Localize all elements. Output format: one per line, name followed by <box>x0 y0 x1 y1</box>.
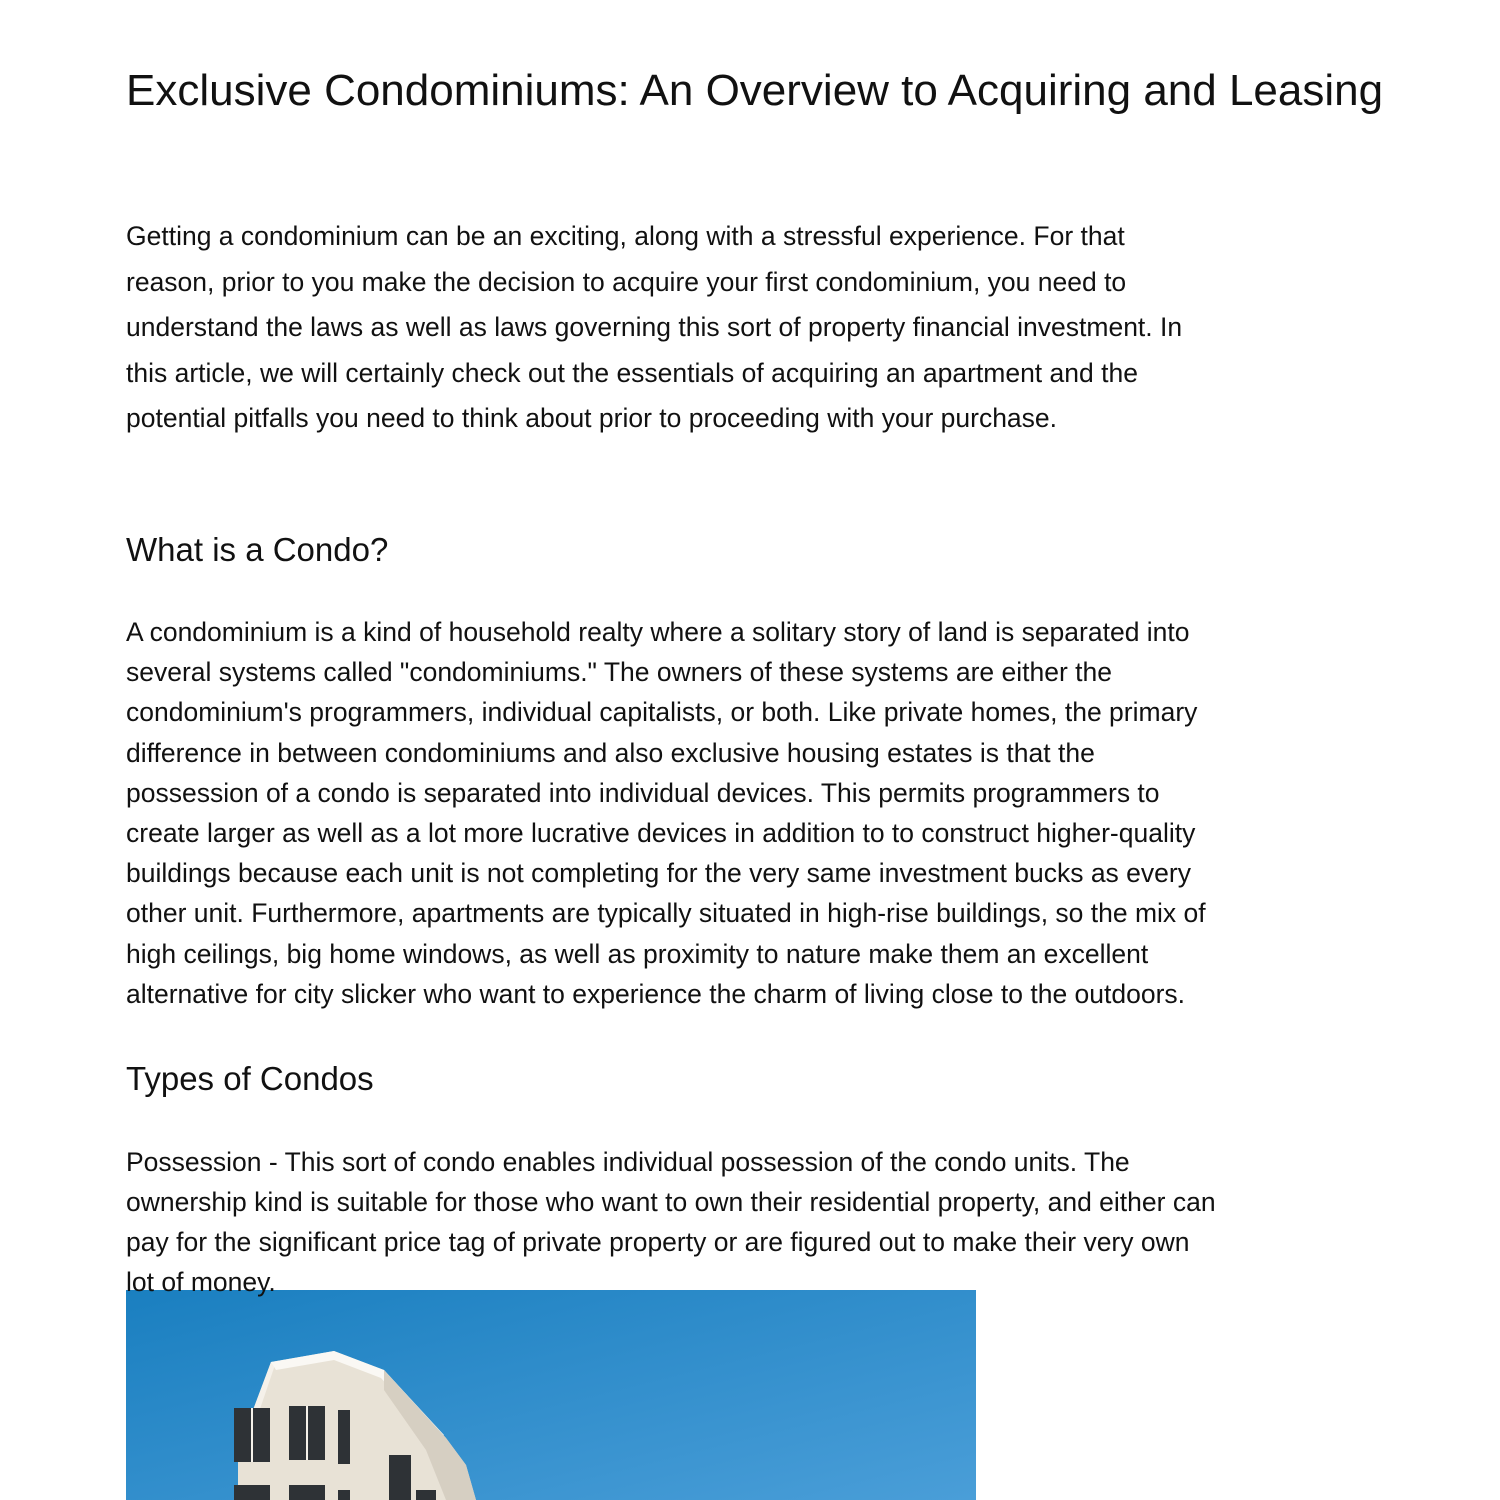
text-line: lot of money. <box>126 1267 276 1297</box>
text-line: Possession - This sort of condo enables individual possession of the condo units. The <box>126 1147 1130 1177</box>
condo-definition-paragraph <box>126 612 1206 1014</box>
text-line: Getting a condominium can be an exciting, along with a stressful experience. For that <box>126 221 1125 251</box>
possession-paragraph <box>126 1142 1216 1302</box>
condo-building-photo <box>126 1290 976 1500</box>
text-line: pay for the significant price tag of private property or are figured out to make their very own <box>126 1227 1190 1257</box>
text-line: several systems called "condominiums." The owners of these systems are either the <box>126 657 1112 688</box>
text-line: understand the laws as well as laws governing this sort of property financial investment. In <box>126 312 1183 342</box>
text-line: reason, prior to you make the decision to acquire your first condominium, you need to <box>126 266 1127 297</box>
text-line: this article, we will certainly check out the essentials of acquiring an apartment and the <box>126 357 1138 388</box>
text-line: potential pitfalls you need to think about prior to proceeding with your purchase. <box>126 403 1058 433</box>
page-title: Exclusive Condominiums: An Overview to Acquiring and Leasing <box>126 66 1384 115</box>
text-line: buildings because each unit is not completing for the very same investment bucks as every <box>126 858 1191 889</box>
section-heading-types-of-condos: Types of Condos <box>126 1060 374 1097</box>
text-line: difference in between condominiums and also exclusive housing estates is that the <box>126 737 1095 768</box>
text-line: alternative for city slicker who want to experience the charm of living close to the outdoors. <box>126 978 1186 1009</box>
text-line: possession of a condo is separated into individual devices. This permits programmers to <box>126 777 1160 808</box>
section-heading-what-is-condo: What is a Condo? <box>126 531 389 568</box>
text-line: high ceilings, big home windows, as well as proximity to nature make them an excellent <box>126 938 1149 969</box>
text-line: condominium's programmers, individual capitalists, or both. Like private homes, the primary <box>126 697 1198 728</box>
text-line: other unit. Furthermore, apartments are typically situated in high-rise buildings, so the mix of <box>126 898 1206 929</box>
text-line: ownership kind is suitable for those who want to own their residential property, and either can <box>126 1187 1216 1217</box>
text-line: A condominium is a kind of household realty where a solitary story of land is separated into <box>126 617 1190 647</box>
text-line: create larger as well as a lot more lucrative devices in addition to to construct higher-quality <box>126 818 1196 849</box>
intro-paragraph <box>126 214 1182 442</box>
